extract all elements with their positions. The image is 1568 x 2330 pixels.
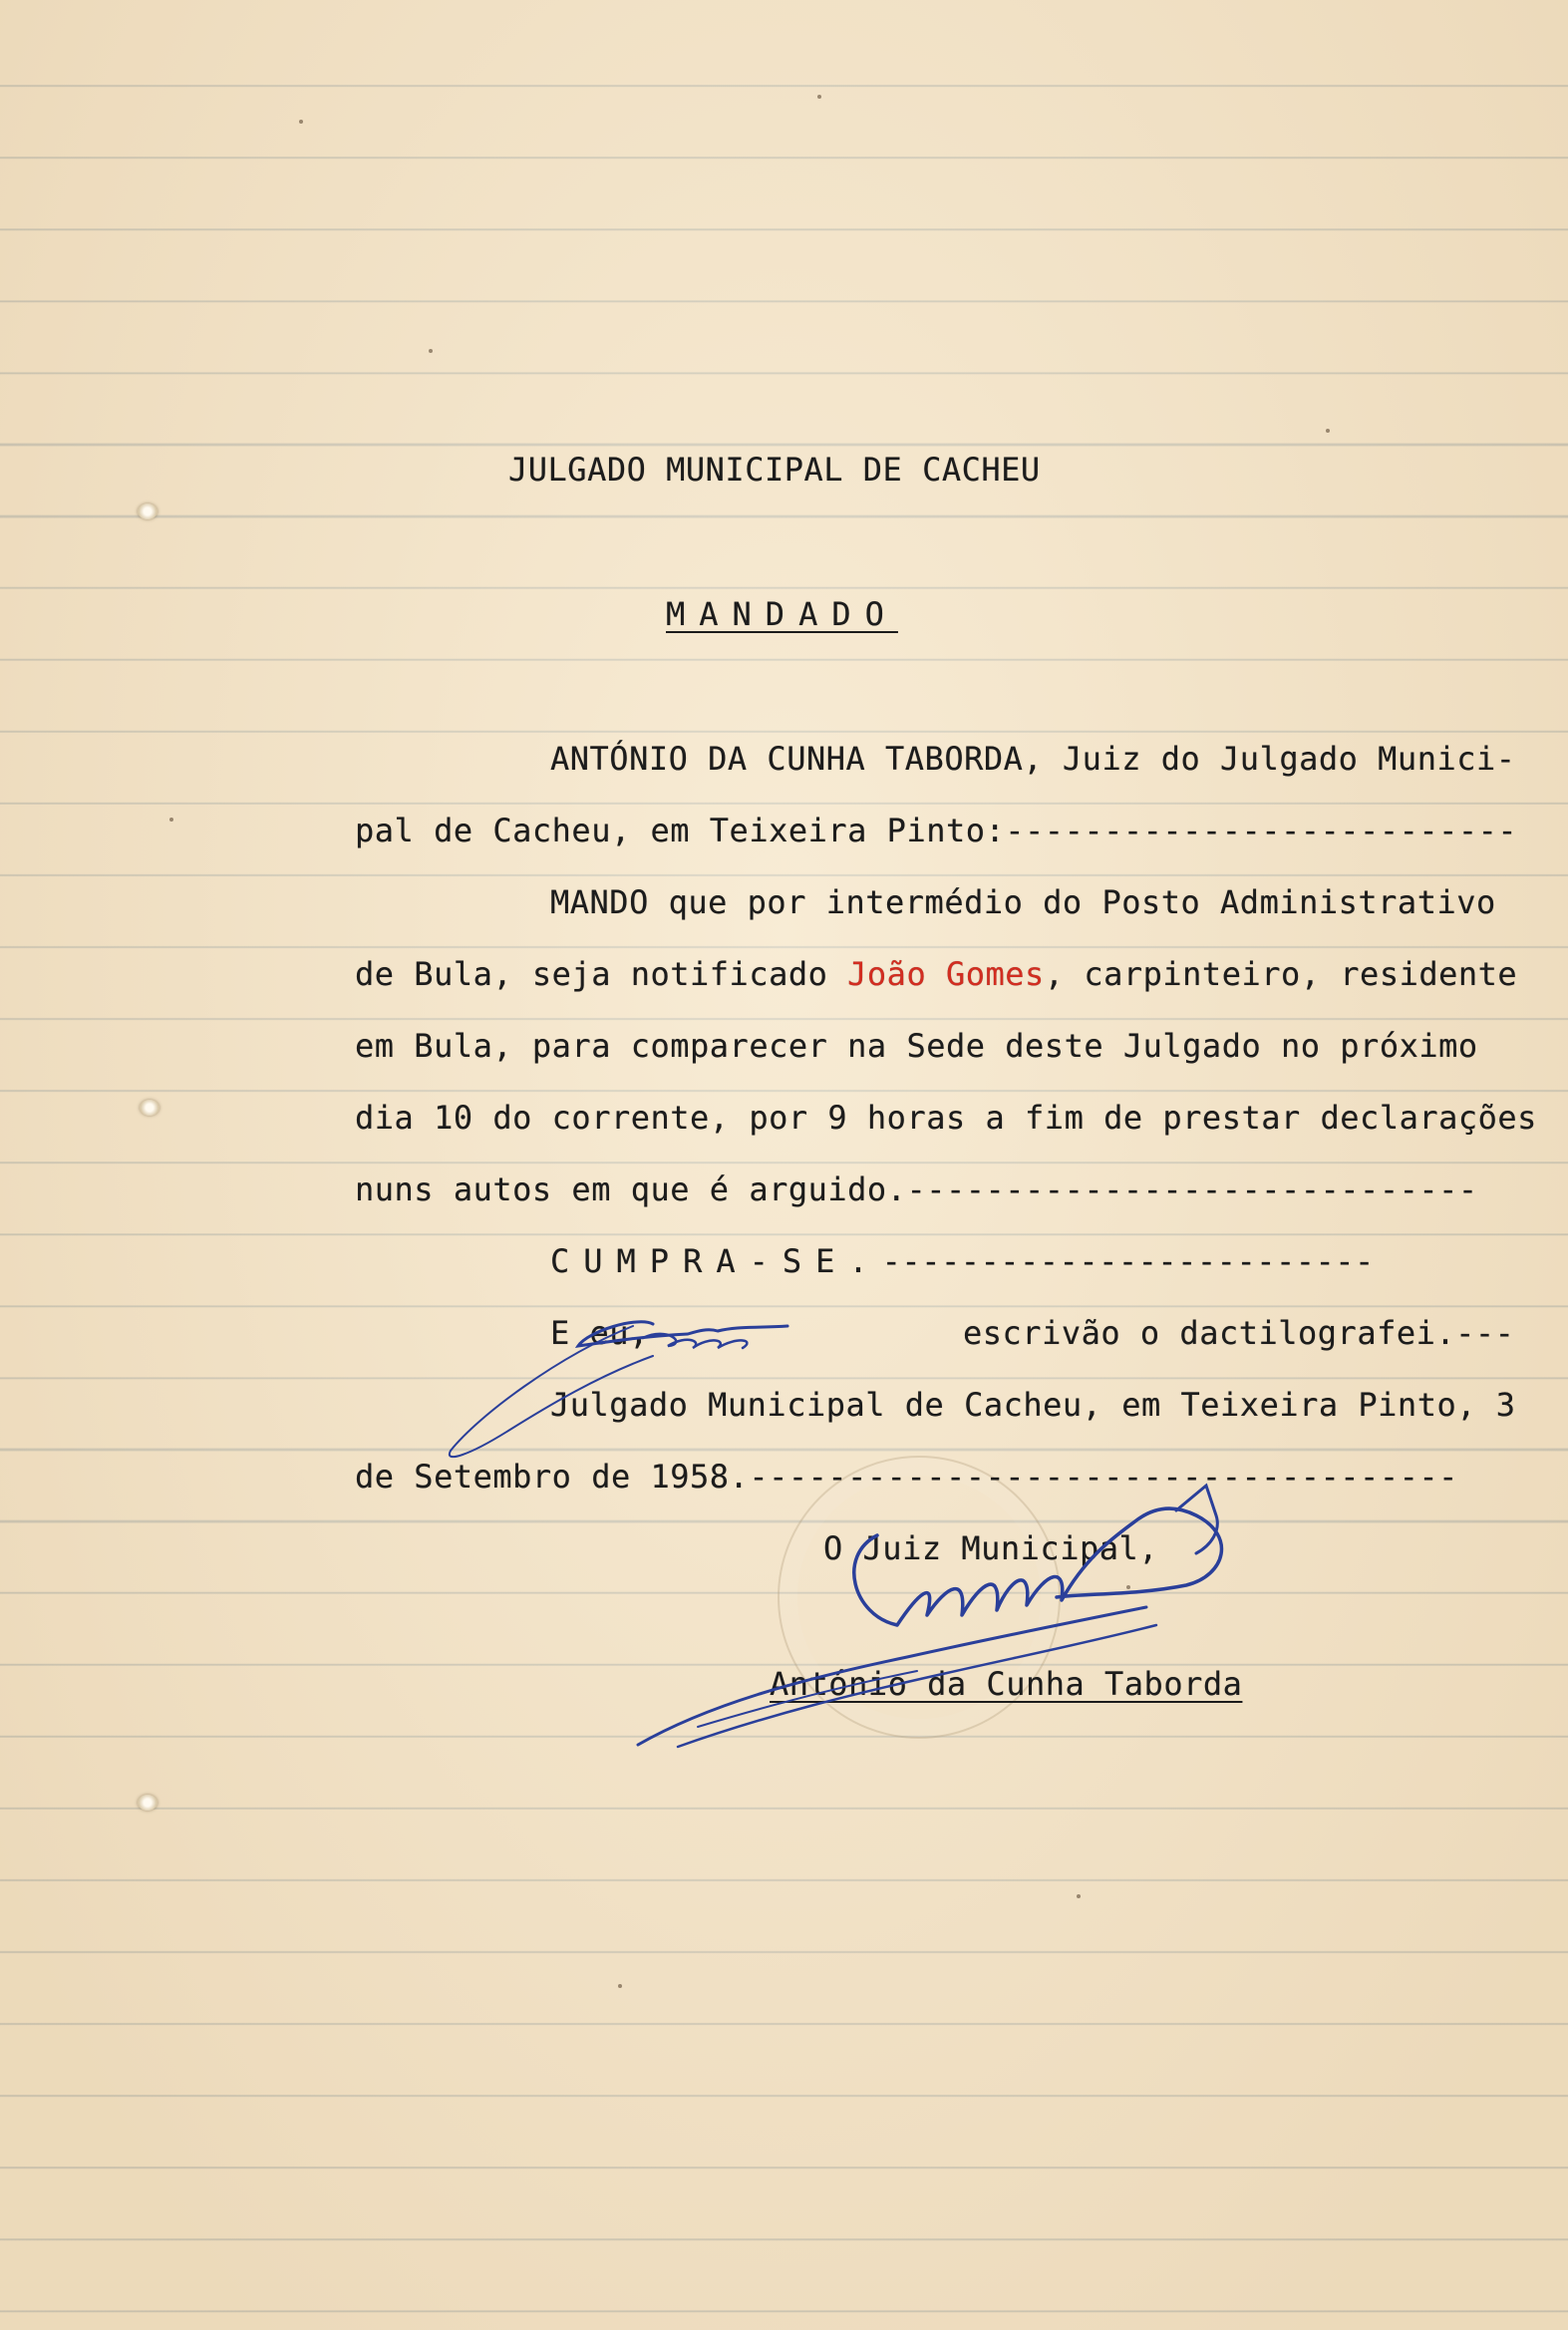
paper-speck (429, 349, 433, 353)
escrivao-line-end: escrivão o dactilografei.--- (963, 1314, 1515, 1352)
paper-speck (618, 1984, 622, 1988)
signature-role: O Juiz Municipal, (823, 1529, 1159, 1567)
cumpra-se-text: CUMPRA-SE. (550, 1242, 882, 1280)
order-line-5: nuns autos em que é arguido.----------------------------- (355, 1170, 1478, 1208)
closing-line-2: de Setembro de 1958.------------------------------------ (355, 1458, 1458, 1496)
order-line-2-end: , carpinteiro, residente (1044, 955, 1518, 993)
judge-name: ANTÓNIO DA CUNHA TABORDA, (550, 740, 1044, 778)
punch-hole-bottom (138, 1795, 157, 1811)
paper-speck (1326, 429, 1330, 433)
cumpra-se-line (550, 1242, 1375, 1280)
clerk-signature (439, 1286, 797, 1486)
order-line-4: dia 10 do corrente, por 9 horas a fim de prestar declarações (355, 1099, 1537, 1137)
order-line-1: MANDO que por intermédio do Posto Administrativo (550, 883, 1496, 921)
paper-speck (299, 120, 303, 124)
document-title: MANDADO (666, 595, 898, 633)
paper-speck (169, 818, 173, 822)
signature-name: António da Cunha Taborda (770, 1665, 1243, 1703)
cumpra-se-dashes: ------------------------- (881, 1242, 1375, 1280)
order-line-2-start: de Bula, seja notificado (355, 955, 848, 993)
punch-hole-top (138, 503, 157, 519)
paper-speck (817, 95, 821, 99)
order-line-3: em Bula, para comparecer na Sede deste Julgado no próximo (355, 1027, 1478, 1065)
paper-speck (1077, 1894, 1081, 1898)
escrivao-line-start: E eu, (550, 1314, 649, 1352)
punch-hole-middle (140, 1100, 159, 1116)
closing-line-1: Julgado Municipal de Cacheu, em Teixeira Pinto, 3 (550, 1386, 1516, 1424)
judge-intro-line-2: pal de Cacheu, em Teixeira Pinto:-------------------------- (355, 812, 1518, 849)
notified-person-name: João Gomes (847, 955, 1045, 993)
judge-signature (618, 1476, 1256, 1775)
judge-title-text: Juiz do Julgado Munici- (1043, 740, 1516, 778)
court-header: JULGADO MUNICIPAL DE CACHEU (508, 451, 1041, 489)
order-line-2 (355, 955, 1517, 993)
judge-intro-line-1 (550, 740, 1516, 778)
